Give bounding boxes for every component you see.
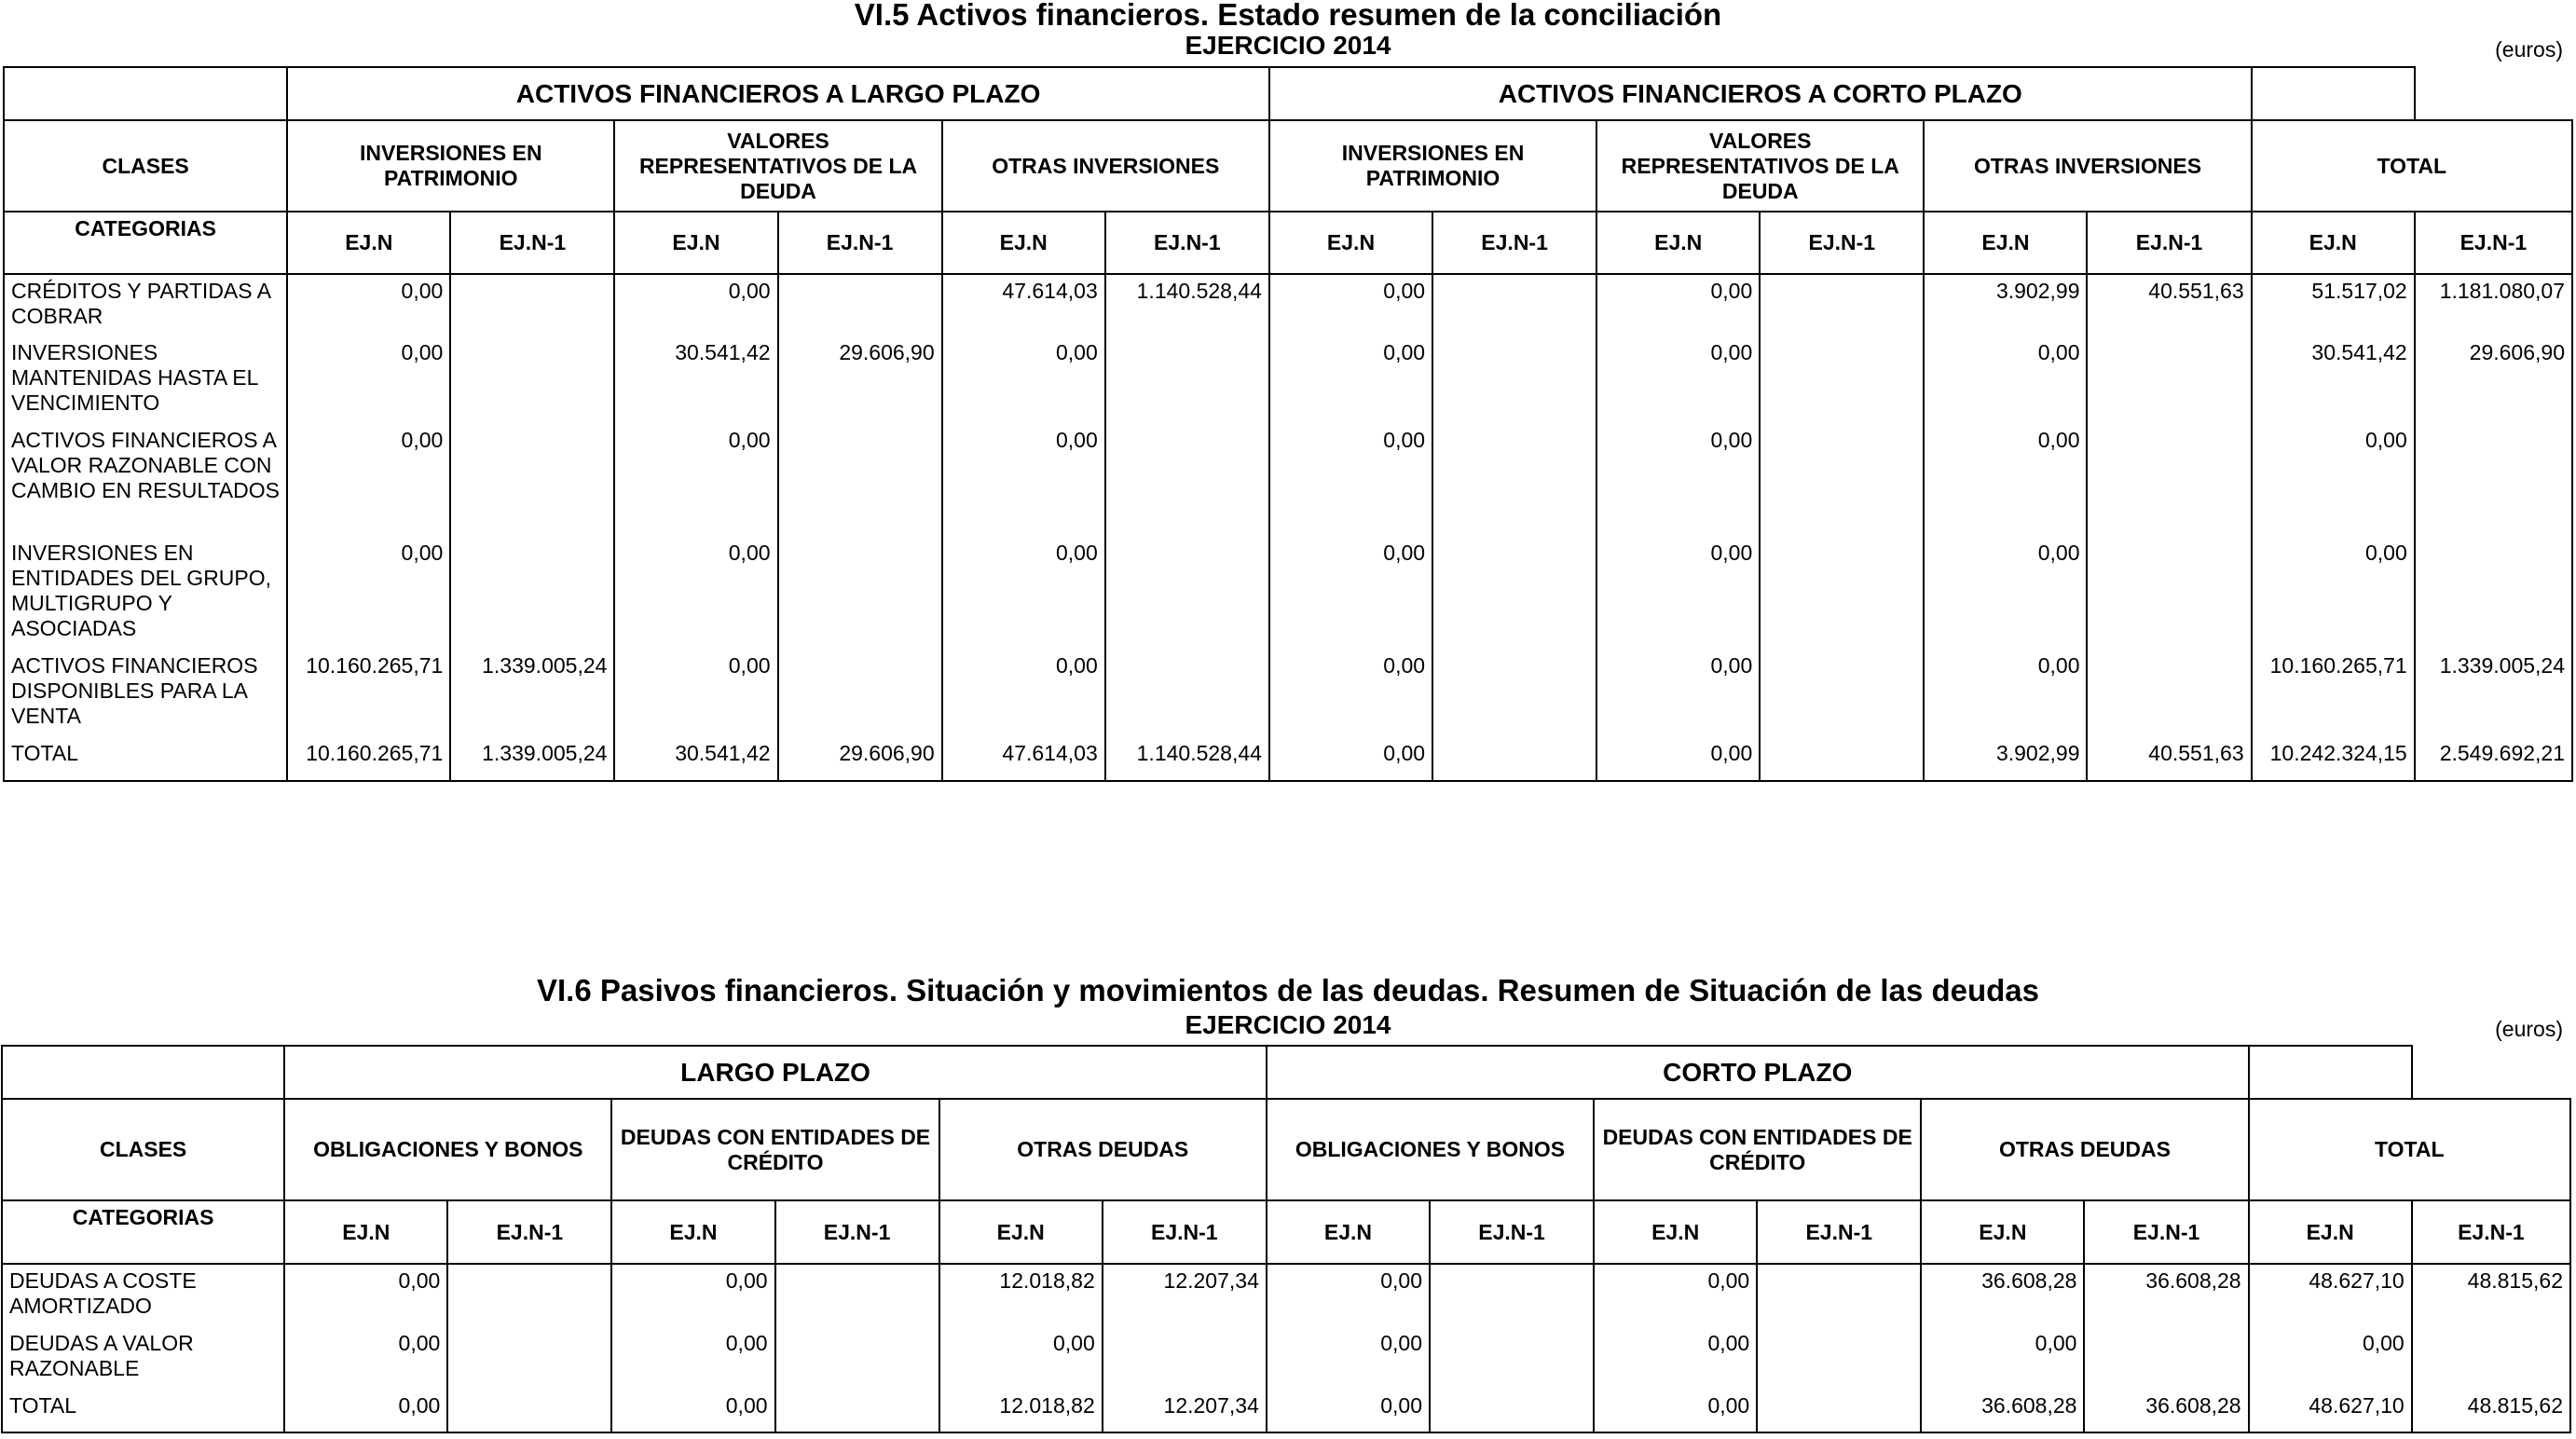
value-cell (2084, 1327, 2248, 1390)
year-header: EJ.N-1 (2412, 1200, 2570, 1264)
subheader-cp-1: OBLIGACIONES Y BONOS (1267, 1099, 1594, 1200)
value-cell (1105, 336, 1269, 424)
value-cell: 0,00 (2252, 537, 2415, 650)
value-cell: 0,00 (1596, 274, 1760, 336)
value-cell: 0,00 (1594, 1327, 1757, 1390)
value-cell (1105, 537, 1269, 650)
value-cell: 0,00 (614, 274, 777, 336)
header-blank-cell (4, 67, 287, 120)
value-cell (450, 537, 614, 650)
value-cell: 0,00 (284, 1327, 447, 1390)
value-cell: 30.541,42 (614, 336, 777, 424)
table-row (4, 737, 2572, 781)
value-cell: 0,00 (1269, 737, 1432, 781)
subheader-lp-1: OBLIGACIONES Y BONOS (284, 1099, 611, 1200)
value-cell (778, 274, 942, 336)
activos-units: (euros) (2495, 37, 2563, 62)
year-header: EJ.N-1 (447, 1200, 611, 1264)
row-label: TOTAL (2, 1390, 284, 1432)
value-cell: 48.815,62 (2412, 1264, 2570, 1327)
value-cell (2415, 537, 2572, 650)
value-cell: 36.608,28 (1921, 1390, 2084, 1432)
clases-header: CLASES (4, 120, 287, 212)
year-header: EJ.N (1596, 212, 1760, 274)
value-cell: 0,00 (614, 537, 777, 650)
value-cell (1760, 650, 1924, 737)
value-cell (1432, 537, 1596, 650)
value-cell (1430, 1264, 1594, 1327)
pasivos-title: VI.6 Pasivos financieros. Situación y movimientos de las deudas. Resumen de Situación de las deudas (536, 973, 2040, 1007)
year-header: EJ.N (287, 212, 450, 274)
value-cell: 0,00 (1269, 537, 1432, 650)
pasivos-units: (euros) (2495, 1017, 2563, 1041)
value-cell: 0,00 (939, 1327, 1103, 1390)
value-cell: 10.242.324,15 (2252, 737, 2415, 781)
value-cell: 0,00 (1924, 650, 2087, 737)
activos-body (4, 274, 2572, 781)
pasivos-subtitle: EJERCICIO 2014 (1185, 1010, 1391, 1039)
activos-table (3, 66, 2573, 782)
value-cell (778, 537, 942, 650)
categorias-header: CATEGORIAS (4, 212, 287, 274)
value-cell: 0,00 (1594, 1264, 1757, 1327)
value-cell: 0,00 (284, 1264, 447, 1327)
value-cell (1432, 650, 1596, 737)
pasivos-table (1, 1045, 2571, 1433)
table-row (4, 424, 2572, 537)
subheader-lp-2: VALORES REPRESENTATIVOS DE LA DEUDA (614, 120, 941, 212)
value-cell (1760, 336, 1924, 424)
row-label: DEUDAS A VALOR RAZONABLE (2, 1327, 284, 1390)
group-header-corto-plazo: ACTIVOS FINANCIEROS A CORTO PLAZO (1269, 67, 2252, 120)
value-cell: 0,00 (942, 336, 1105, 424)
value-cell: 0,00 (1594, 1390, 1757, 1432)
subheader-lp-3: OTRAS DEUDAS (939, 1099, 1267, 1200)
year-header: EJ.N (2249, 1200, 2412, 1264)
value-cell (2087, 650, 2251, 737)
year-header: EJ.N-1 (2415, 212, 2572, 274)
table-row (2, 1327, 2570, 1390)
subheader-lp-2: DEUDAS CON ENTIDADES DE CRÉDITO (611, 1099, 939, 1200)
activos-title: VI.5 Activos financieros. Estado resumen de la conciliación (854, 0, 1722, 32)
value-cell: 47.614,03 (942, 737, 1105, 781)
value-cell (2087, 336, 2251, 424)
value-cell (1432, 424, 1596, 537)
value-cell: 40.551,63 (2087, 737, 2251, 781)
value-cell: 0,00 (1596, 650, 1760, 737)
value-cell (1760, 274, 1924, 336)
value-cell (1757, 1264, 1921, 1327)
header-blank-cell (2252, 67, 2415, 120)
value-cell: 1.339.005,24 (450, 737, 614, 781)
value-cell: 3.902,99 (1924, 274, 2087, 336)
value-cell: 0,00 (1269, 274, 1432, 336)
value-cell: 10.160.265,71 (2252, 650, 2415, 737)
value-cell (2087, 424, 2251, 537)
value-cell (1760, 537, 1924, 650)
value-cell: 0,00 (1921, 1327, 2084, 1390)
value-cell: 0,00 (614, 650, 777, 737)
value-cell (775, 1264, 939, 1327)
value-cell: 12.018,82 (939, 1390, 1103, 1432)
value-cell: 48.815,62 (2412, 1390, 2570, 1432)
value-cell (447, 1327, 611, 1390)
value-cell: 0,00 (1924, 336, 2087, 424)
value-cell: 0,00 (287, 274, 450, 336)
value-cell: 0,00 (1924, 537, 2087, 650)
row-label: INVERSIONES MANTENIDAS HASTA EL VENCIMIENTO (4, 336, 287, 424)
subheader-cp-2: VALORES REPRESENTATIVOS DE LA DEUDA (1596, 120, 1924, 212)
value-cell: 1.339.005,24 (2415, 650, 2572, 737)
value-cell: 0,00 (942, 650, 1105, 737)
year-header: EJ.N-1 (775, 1200, 939, 1264)
value-cell: 47.614,03 (942, 274, 1105, 336)
value-cell: 36.608,28 (2084, 1390, 2248, 1432)
value-cell: 0,00 (1924, 424, 2087, 537)
header-blank-cell (2, 1046, 284, 1099)
value-cell (1105, 424, 1269, 537)
subheader-cp-3: OTRAS INVERSIONES (1924, 120, 2251, 212)
value-cell (450, 274, 614, 336)
year-header: EJ.N-1 (450, 212, 614, 274)
activos-subtitle: EJERCICIO 2014 (1185, 31, 1391, 60)
value-cell: 0,00 (1596, 424, 1760, 537)
table-row (2, 1264, 2570, 1327)
value-cell: 0,00 (287, 537, 450, 650)
row-label: DEUDAS A COSTE AMORTIZADO (2, 1264, 284, 1327)
year-header: EJ.N (611, 1200, 774, 1264)
value-cell: 30.541,42 (614, 737, 777, 781)
value-cell: 29.606,90 (778, 737, 942, 781)
value-cell: 0,00 (287, 336, 450, 424)
year-header: EJ.N-1 (1105, 212, 1269, 274)
value-cell (778, 424, 942, 537)
group-header-largo-plazo: ACTIVOS FINANCIEROS A LARGO PLAZO (287, 67, 1269, 120)
row-label: CRÉDITOS Y PARTIDAS A COBRAR (4, 274, 287, 336)
table-row (4, 537, 2572, 650)
value-cell: 2.549.692,21 (2415, 737, 2572, 781)
value-cell (450, 424, 614, 537)
value-cell (775, 1327, 939, 1390)
value-cell (2412, 1327, 2570, 1390)
value-cell: 1.140.528,44 (1105, 737, 1269, 781)
value-cell (447, 1264, 611, 1327)
value-cell: 0,00 (287, 424, 450, 537)
value-cell: 10.160.265,71 (287, 737, 450, 781)
value-cell: 48.627,10 (2249, 1390, 2412, 1432)
year-header: EJ.N-1 (2084, 1200, 2248, 1264)
year-header: EJ.N-1 (1760, 212, 1924, 274)
subheader-total: TOTAL (2252, 120, 2572, 212)
value-cell: 3.902,99 (1924, 737, 2087, 781)
row-label: TOTAL (4, 737, 287, 781)
row-label: INVERSIONES EN ENTIDADES DEL GRUPO, MULTIGRUPO Y ASOCIADAS (4, 537, 287, 650)
year-header: EJ.N (1267, 1200, 1430, 1264)
year-header: EJ.N (1594, 1200, 1757, 1264)
value-cell (450, 336, 614, 424)
year-header: EJ.N-1 (1430, 1200, 1594, 1264)
value-cell (2415, 424, 2572, 537)
value-cell: 36.608,28 (2084, 1264, 2248, 1327)
value-cell: 0,00 (284, 1390, 447, 1432)
subheader-lp-1: INVERSIONES EN PATRIMONIO (287, 120, 614, 212)
value-cell (1103, 1327, 1267, 1390)
table-row (2, 1390, 2570, 1432)
value-cell (1432, 336, 1596, 424)
value-cell (1757, 1327, 1921, 1390)
table-row (4, 274, 2572, 336)
value-cell: 0,00 (1269, 424, 1432, 537)
value-cell: 0,00 (611, 1327, 774, 1390)
value-cell: 48.627,10 (2249, 1264, 2412, 1327)
year-header: EJ.N (1269, 212, 1432, 274)
value-cell: 0,00 (1267, 1327, 1430, 1390)
year-header: EJ.N (284, 1200, 447, 1264)
year-header: EJ.N (1924, 212, 2087, 274)
value-cell: 0,00 (2252, 424, 2415, 537)
value-cell (1430, 1327, 1594, 1390)
value-cell: 10.160.265,71 (287, 650, 450, 737)
value-cell: 0,00 (942, 424, 1105, 537)
value-cell (1760, 424, 1924, 537)
value-cell: 40.551,63 (2087, 274, 2251, 336)
year-header: EJ.N-1 (2087, 212, 2251, 274)
value-cell: 0,00 (1267, 1264, 1430, 1327)
value-cell (1432, 274, 1596, 336)
value-cell (778, 650, 942, 737)
value-cell (2087, 537, 2251, 650)
value-cell (1105, 650, 1269, 737)
value-cell: 51.517,02 (2252, 274, 2415, 336)
value-cell (1430, 1390, 1594, 1432)
year-header: EJ.N-1 (1103, 1200, 1267, 1264)
value-cell: 0,00 (1269, 650, 1432, 737)
subheader-lp-3: OTRAS INVERSIONES (942, 120, 1269, 212)
pasivos-body (2, 1264, 2570, 1432)
value-cell: 29.606,90 (778, 336, 942, 424)
year-header: EJ.N-1 (1432, 212, 1596, 274)
table-row (4, 336, 2572, 424)
value-cell (1757, 1390, 1921, 1432)
clases-header: CLASES (2, 1099, 284, 1200)
value-cell: 1.181.080,07 (2415, 274, 2572, 336)
value-cell: 36.608,28 (1921, 1264, 2084, 1327)
header-blank-cell (2249, 1046, 2412, 1099)
subheader-cp-2: DEUDAS CON ENTIDADES DE CRÉDITO (1594, 1099, 1921, 1200)
year-header: EJ.N (1921, 1200, 2084, 1264)
year-header: EJ.N (2252, 212, 2415, 274)
value-cell: 29.606,90 (2415, 336, 2572, 424)
row-label: ACTIVOS FINANCIEROS A VALOR RAZONABLE CON CAMBIO EN RESULTADOS (4, 424, 287, 537)
value-cell (447, 1390, 611, 1432)
value-cell: 1.140.528,44 (1105, 274, 1269, 336)
year-header: EJ.N (614, 212, 777, 274)
year-header: EJ.N (939, 1200, 1103, 1264)
value-cell: 0,00 (1596, 336, 1760, 424)
subheader-cp-3: OTRAS DEUDAS (1921, 1099, 2248, 1200)
value-cell (1760, 737, 1924, 781)
value-cell (775, 1390, 939, 1432)
value-cell: 0,00 (611, 1264, 774, 1327)
year-header: EJ.N-1 (778, 212, 942, 274)
value-cell (1432, 737, 1596, 781)
value-cell: 12.207,34 (1103, 1264, 1267, 1327)
value-cell: 0,00 (942, 537, 1105, 650)
value-cell: 0,00 (1269, 336, 1432, 424)
value-cell: 0,00 (1267, 1390, 1430, 1432)
group-header-largo-plazo: LARGO PLAZO (284, 1046, 1267, 1099)
subheader-cp-1: INVERSIONES EN PATRIMONIO (1269, 120, 1596, 212)
value-cell: 30.541,42 (2252, 336, 2415, 424)
value-cell: 0,00 (2249, 1327, 2412, 1390)
subheader-total: TOTAL (2249, 1099, 2570, 1200)
value-cell: 0,00 (614, 424, 777, 537)
value-cell: 0,00 (1596, 737, 1760, 781)
row-label: ACTIVOS FINANCIEROS DISPONIBLES PARA LA VENTA (4, 650, 287, 737)
year-header: EJ.N-1 (1757, 1200, 1921, 1264)
value-cell: 0,00 (611, 1390, 774, 1432)
value-cell: 12.207,34 (1103, 1390, 1267, 1432)
value-cell: 12.018,82 (939, 1264, 1103, 1327)
year-header: EJ.N (942, 212, 1105, 274)
value-cell: 1.339.005,24 (450, 650, 614, 737)
value-cell: 0,00 (1596, 537, 1760, 650)
group-header-corto-plazo: CORTO PLAZO (1267, 1046, 2249, 1099)
table-row (4, 650, 2572, 737)
categorias-header: CATEGORIAS (2, 1200, 284, 1264)
